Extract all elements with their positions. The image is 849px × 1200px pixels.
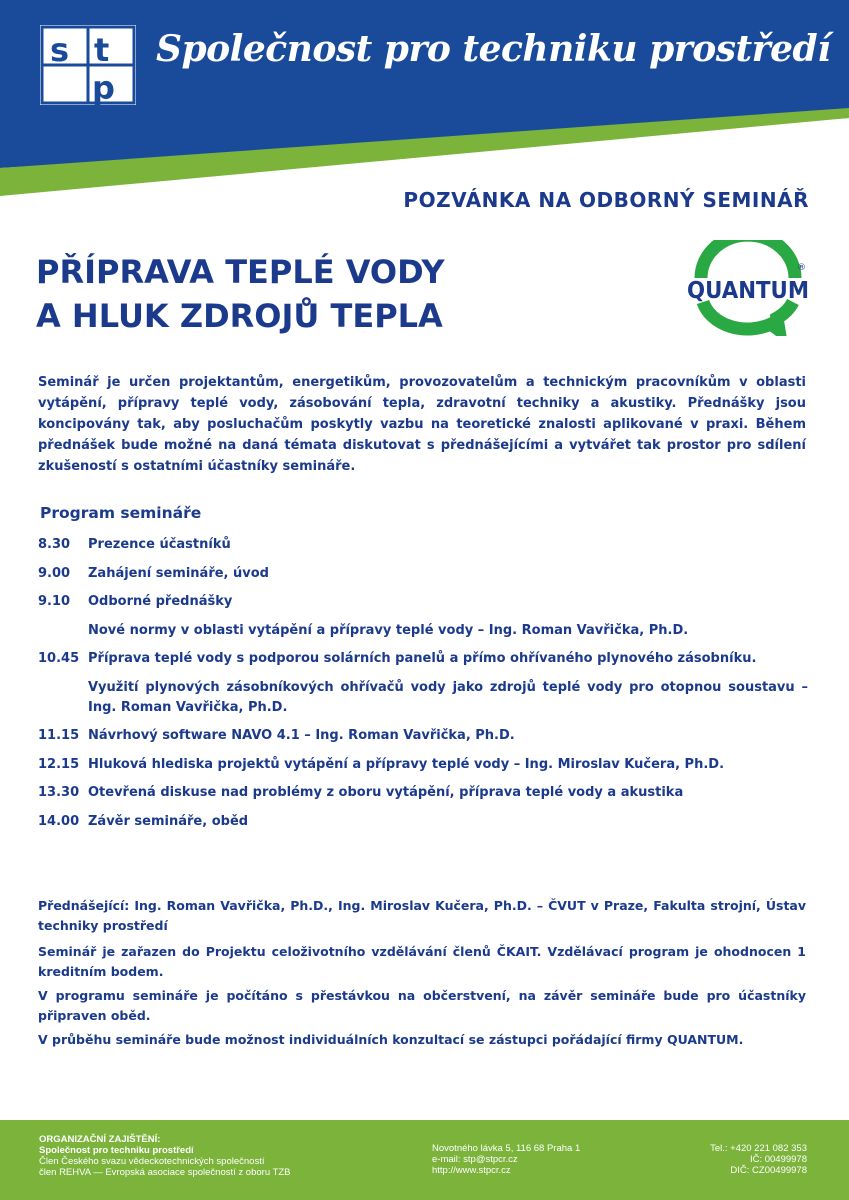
- program-time: [38, 621, 88, 641]
- program-text: Využití plynových zásobníkových ohřívačů vody jako zdrojů teplé vody pro otopnou soustavu – Ing. Roman Vavřička, Ph.D.: [88, 680, 808, 715]
- intro-paragraph: Seminář je určen projektantům, energetikům, provozovatelům a technickým pracovníkům v oblasti vytápění, přípravy teplé vody, zásobování tepla, zdravotní techniky a akustiky. Přednášky jsou koncipovány tak, aby posluchačům poskytly vazbu na teoretické znalosti aplikované v praxi. Během přednášek bude možné na daná témata diskutovat s přednášejícími a vytvářet tak prostor pro sdílení zkušeností s ostatními účastníky semináře.: [38, 375, 806, 474]
- note-lecturers: Přednášející: Ing. Roman Vavřička, Ph.D., Ing. Miroslav Kučera, Ph.D. – ČVUT v Praze, Fakulta strojní, Ústav techniky prostředí: [38, 898, 806, 933]
- footer-organizer: [39, 1134, 291, 1178]
- program-text: Otevřená diskuse nad problémy z oboru vytápění, příprava teplé vody a akustika: [88, 785, 684, 800]
- stp-logo: [40, 25, 136, 105]
- footer-ic: IČ: 00499978: [749, 1154, 807, 1165]
- program-time: [38, 678, 88, 718]
- note-credits: Seminář je zařazen do Projektu celoživotního vzdělávání členů ČKAIT. Vzdělávací program je ohodnocen 1 kreditním bodem.: [38, 944, 806, 979]
- footer-org-label: ORGANIZAČNÍ ZAJIŠTĚNÍ:: [39, 1134, 161, 1145]
- seminar-title-line2: A HLUK ZDROJŮ TEPLA: [36, 297, 443, 335]
- svg-text:t: t: [94, 31, 110, 69]
- note-refreshments: V programu semináře je počítáno s přestávkou na občerstvení, na závěr semináře bude pro účastníky připraven oběd.: [38, 988, 806, 1023]
- program-item: [38, 678, 808, 718]
- program-text: Návrhový software NAVO 4.1 – Ing. Roman Vavřička, Ph.D.: [88, 728, 515, 743]
- invitation-heading: POZVÁNKA NA ODBORNÝ SEMINÁŘ: [403, 188, 809, 212]
- footer-email[interactable]: e-mail: stp@stpcr.cz: [432, 1154, 518, 1165]
- quantum-logo: [683, 240, 813, 336]
- program-item: [38, 564, 808, 584]
- program-heading: Program semináře: [40, 504, 202, 522]
- footer-ids: [710, 1143, 807, 1176]
- footer-member2: člen REHVA — Evropská asociace společností z oboru TZB: [39, 1167, 291, 1178]
- footer: [0, 1120, 849, 1200]
- svg-text:s: s: [50, 31, 70, 69]
- program-item: [38, 755, 808, 775]
- footer-phone: Tel.: +420 221 082 353: [710, 1143, 807, 1154]
- program-time: 10.45: [38, 651, 80, 666]
- header-banner: [0, 0, 849, 200]
- program-item: [38, 726, 808, 746]
- footer-dic: DIČ: CZ00499978: [730, 1165, 807, 1176]
- stp-logo-icon: [40, 25, 136, 105]
- program-time: 11.15: [38, 728, 80, 743]
- org-name: Společnost pro techniku prostředí: [156, 28, 831, 70]
- program-text: Nové normy v oblasti vytápění a přípravy teplé vody – Ing. Roman Vavřička, Ph.D.: [88, 623, 689, 638]
- quantum-logo-text: QUANTUM: [687, 278, 809, 304]
- program-time: 12.15: [38, 757, 80, 772]
- program-text: Závěr semináře, oběd: [88, 814, 249, 829]
- program-time: 14.00: [38, 814, 80, 829]
- svg-text:p: p: [92, 69, 115, 105]
- program-text: Odborné přednášky: [88, 594, 233, 609]
- registered-mark: ®: [797, 263, 806, 273]
- program-item: [38, 812, 808, 832]
- program-item: [38, 649, 808, 669]
- footer-address: Novotného lávka 5, 116 68 Praha 1: [432, 1143, 581, 1154]
- seminar-title-line1: PŘÍPRAVA TEPLÉ VODY: [36, 253, 445, 291]
- footer-web[interactable]: http://www.stpcr.cz: [432, 1165, 511, 1176]
- program-text: Hluková hlediska projektů vytápění a přípravy teplé vody – Ing. Miroslav Kučera, Ph.D.: [88, 757, 725, 772]
- program-time: 8.30: [38, 537, 71, 552]
- footer-member1: Člen Českého svazu vědeckotechnických společností: [39, 1156, 265, 1167]
- seminar-title: [36, 250, 445, 338]
- program-item: [38, 592, 808, 612]
- program-text: Prezence účastníků: [88, 537, 231, 552]
- program-time: 13.30: [38, 785, 80, 800]
- program-time: 9.00: [38, 566, 71, 581]
- program-item: [38, 621, 808, 641]
- program-text: Zahájení semináře, úvod: [88, 566, 269, 581]
- program-item: [38, 783, 808, 803]
- program-time: 9.10: [38, 594, 71, 609]
- note-consultations: V průběhu semináře bude možnost individuálních konzultací se zástupci pořádající firmy QUANTUM.: [38, 1032, 744, 1047]
- quantum-logo-icon: [683, 240, 813, 336]
- footer-org-name: Společnost pro techniku prostředí: [39, 1145, 194, 1156]
- footer-contact: [432, 1143, 580, 1176]
- program-text: Příprava teplé vody s podporou solárních panelů a přímo ohřívaného plynového zásobníku.: [88, 651, 757, 666]
- program-item: [38, 535, 808, 555]
